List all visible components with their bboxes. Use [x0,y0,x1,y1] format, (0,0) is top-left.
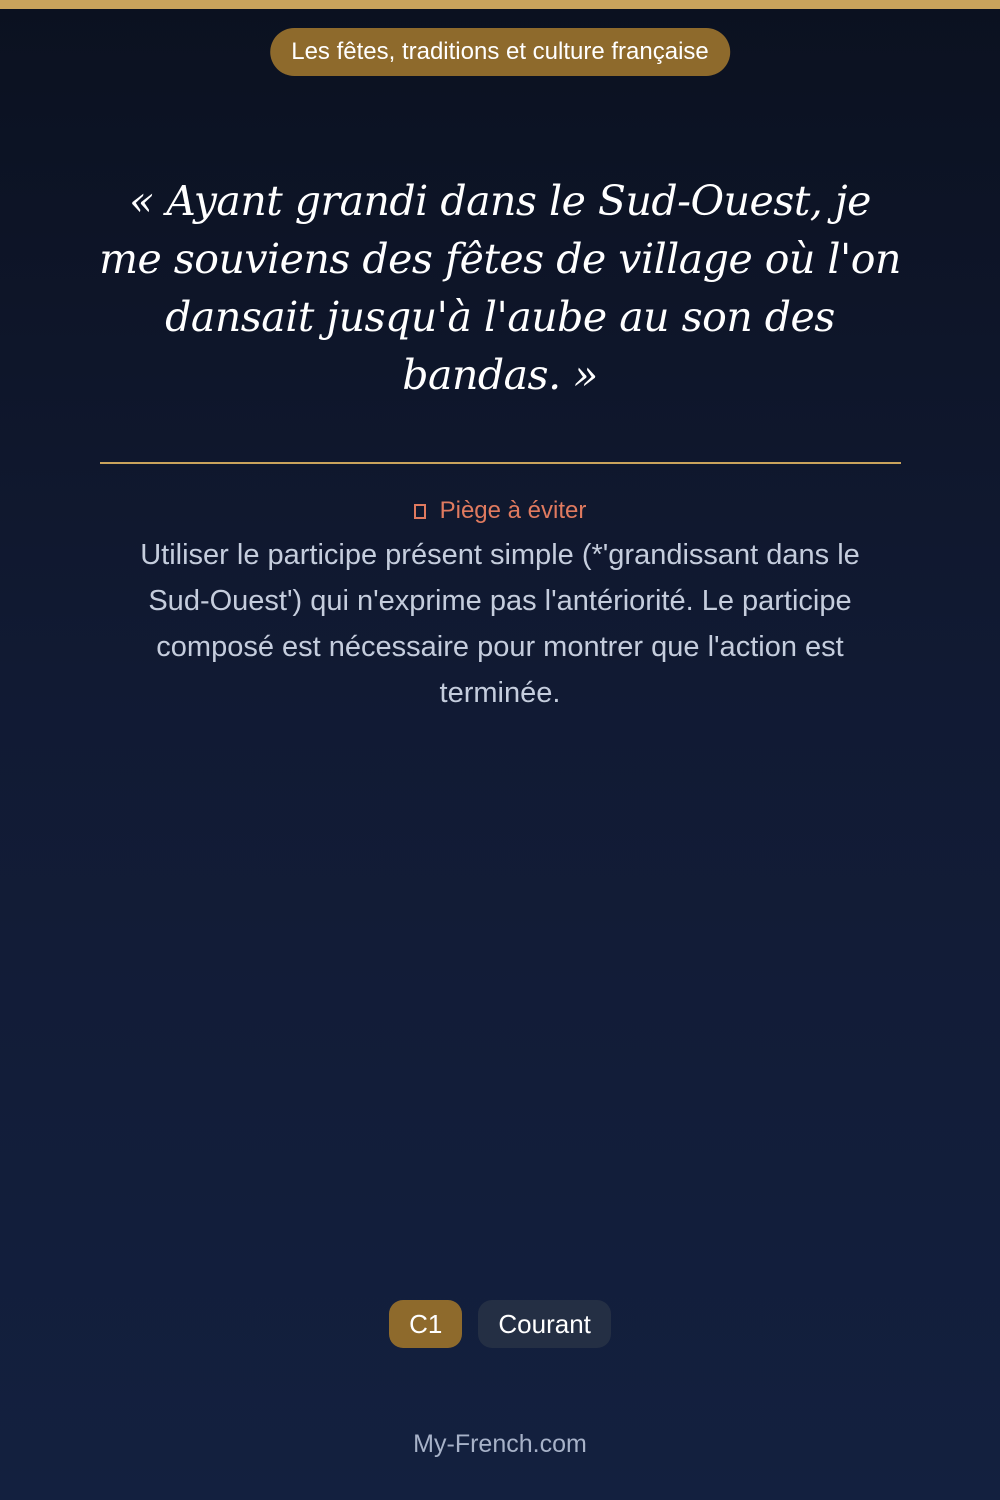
footer-site-name: My-French.com [413,1430,587,1458]
category-pill: Les fêtes, traditions et culture française [270,28,730,76]
pitfall-title: Piège à éviter [439,497,587,524]
divider [100,462,901,464]
example-quote: « Ayant grandi dans le Sud-Ouest, je me souviens des fêtes de village où l'on dansait jusqu'à l'aube au son des bandas. » [99,177,901,399]
pitfall-explanation: Utiliser le participe présent simple (*'grandissant dans le Sud-Ouest') qui n'exprime pas l'antériorité. Le participe composé est nécessaire pour montrer que l'action est terminée. [140,539,860,709]
pitfall-heading [0,495,1000,527]
register-badge: Courant [478,1300,611,1348]
top-accent-bar [0,0,1000,9]
warning-icon [414,504,426,519]
level-badge: C1 [389,1300,462,1348]
badge-row [0,1300,1000,1348]
